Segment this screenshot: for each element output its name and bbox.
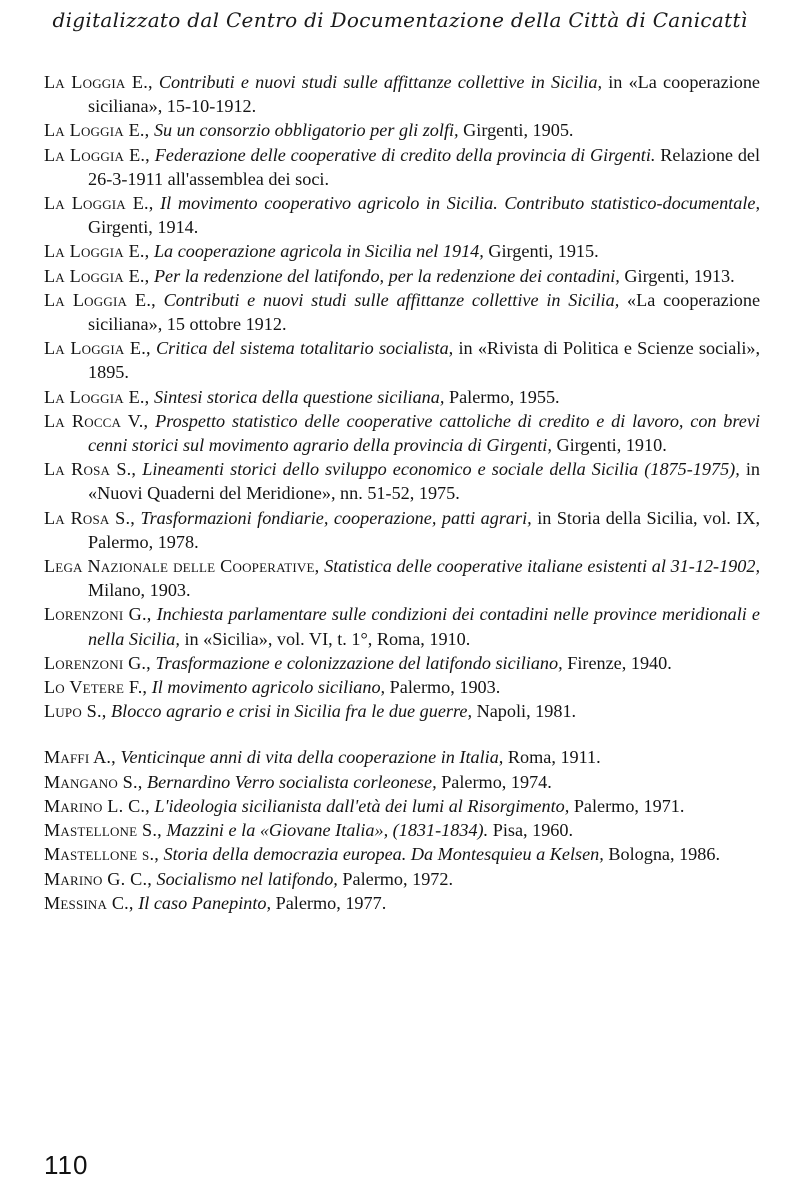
bibliography-entry — [44, 675, 760, 699]
digitization-watermark: digitalizzato dal Centro di Documentazione della Città di Canicattì — [52, 8, 748, 32]
entry-title: Trasformazioni fondiarie, cooperazione, patti agrari, — [140, 507, 532, 528]
entry-title: Critica del sistema totalitario socialista, — [155, 338, 454, 359]
entry-details: Palermo, 1972. — [342, 868, 454, 889]
entry-author: Mangano S., — [44, 771, 143, 792]
bibliography-entry — [44, 506, 760, 554]
bibliography-entry — [44, 239, 760, 263]
bibliography-entry — [44, 770, 760, 794]
entry-author: La Loggia E., — [44, 144, 150, 165]
page-number: 110 — [44, 1150, 89, 1180]
entry-author: Maffi A., — [44, 747, 116, 768]
entry-title: La cooperazione agricola in Sicilia nel 1914, — [153, 241, 484, 262]
entry-author: La Loggia E., — [44, 289, 156, 310]
entry-title: Il movimento cooperativo agricolo in Sicilia. Contributo statistico-documentale, — [160, 193, 760, 214]
bibliography-entry — [44, 794, 760, 818]
entry-author: La Loggia E., — [44, 72, 153, 92]
entry-author: La Loggia E., — [44, 193, 154, 214]
entry-details: «La cooperazione siciliana», 15 ottobre 1912. — [88, 289, 761, 335]
entry-title: Contributi e nuovi studi sulle affittanze collettive in Sicilia, — [158, 72, 603, 92]
entry-author: La Loggia E., — [44, 338, 151, 359]
bibliography-entry — [44, 818, 760, 842]
bibliography-entry — [44, 554, 760, 602]
entry-title: Il caso Panepinto, — [138, 892, 272, 913]
entry-author: Mastellone S., — [44, 820, 162, 841]
entry-details: Girgenti, 1914. — [88, 217, 199, 238]
entry-author: Mastellone s., — [44, 844, 159, 865]
entry-details: in «Rivista di Politica e Scienze sociali», 1895. — [88, 338, 761, 383]
entry-author: La Loggia E., — [44, 386, 150, 407]
entry-details: in Storia della Sicilia, vol. IX, Palermo, 1978. — [88, 507, 761, 552]
entry-details: Pisa, 1960. — [492, 820, 574, 841]
entry-title: Storia della democrazia europea. Da Montesquieu a Kelsen, — [163, 844, 604, 865]
entry-details: Milano, 1903. — [88, 580, 191, 601]
bibliography-entry — [44, 385, 760, 409]
entry-title: Mazzini e la «Giovane Italia», (1831-1834). — [166, 820, 489, 841]
bibliography-entry — [44, 651, 760, 675]
entry-title: Il movimento agricolo siciliano, — [151, 677, 386, 698]
bibliography-entry — [44, 457, 760, 505]
bibliography-entry — [44, 70, 760, 118]
entry-details: in «La cooperazione siciliana», 15-10-1912. — [88, 72, 760, 117]
bibliography-list — [44, 70, 760, 915]
entry-title: Federazione delle cooperative di credito della provincia di Girgenti. — [154, 144, 656, 165]
entry-author: La Loggia E., — [44, 120, 150, 141]
entry-title: Prospetto statistico delle cooperative cattoliche di credito e di lavoro, con brevi cenni storici sul movimento agrario della provincia di Girgenti, — [88, 410, 761, 456]
entry-details: Girgenti, 1910. — [556, 435, 667, 456]
entry-title: Bernardino Verro socialista corleonese, — [147, 771, 437, 792]
entry-author: La Loggia E., — [44, 265, 150, 286]
bibliography-entry — [44, 336, 760, 384]
entry-author: Lorenzoni G., — [44, 604, 152, 625]
bibliography-entry — [44, 118, 760, 142]
entry-author: La Rocca V., — [44, 410, 149, 431]
entry-details: Palermo, 1977. — [275, 892, 387, 913]
entry-title: Per la redenzione del latifondo, per la redenzione dei contadini, — [153, 265, 620, 286]
entry-author: Marino G. C., — [44, 868, 152, 889]
entry-author: La Loggia E., — [44, 241, 150, 262]
entry-title: L'ideologia sicilianista dall'età dei lumi al Risorgimento, — [154, 795, 570, 816]
entry-details: Roma, 1911. — [507, 747, 601, 768]
entry-author: La Rosa S., — [44, 507, 135, 528]
entry-author: Lupo S., — [44, 701, 107, 722]
entry-author: Messina C., — [44, 892, 134, 913]
entry-details: Girgenti, 1913. — [624, 265, 735, 286]
entry-author: Lorenzoni G., — [44, 652, 151, 673]
bibliography-entry — [44, 143, 760, 191]
entry-title: Sintesi storica della questione siciliana, — [153, 386, 445, 407]
bibliography-entry — [44, 745, 760, 769]
entry-details: in «Nuovi Quaderni del Meridione», nn. 51-52, 1975. — [88, 459, 760, 504]
bibliography-entry — [44, 288, 760, 336]
bibliography-entry — [44, 602, 760, 650]
bibliography-entry — [44, 867, 760, 891]
entry-details: Napoli, 1981. — [476, 701, 577, 722]
entry-title: Contributi e nuovi studi sulle affittanze collettive in Sicilia, — [163, 289, 620, 310]
entry-title: Trasformazione e colonizzazione del latifondo siciliano, — [155, 652, 563, 673]
entry-details: in «Sicilia», vol. VI, t. 1°, Roma, 1910. — [184, 628, 471, 649]
entry-title: Statistica delle cooperative italiane esistenti al 31-12-1902, — [324, 556, 761, 577]
bibliography-entry — [44, 842, 760, 866]
entry-details: Palermo, 1955. — [448, 386, 560, 407]
entry-details: Firenze, 1940. — [567, 652, 672, 673]
entry-details: Girgenti, 1915. — [488, 241, 599, 262]
entry-author: Lega Nazionale delle Cooperative, — [44, 556, 320, 577]
entry-details: Palermo, 1974. — [441, 771, 552, 792]
entry-title: Socialismo nel latifondo, — [156, 868, 338, 889]
entry-title: Venticinque anni di vita della cooperazione in Italia, — [120, 747, 504, 768]
bibliography-entry — [44, 409, 760, 457]
entry-title: Blocco agrario e crisi in Sicilia fra le due guerre, — [111, 701, 473, 722]
bibliography-entry — [44, 699, 760, 723]
entry-author: Marino L. C., — [44, 795, 150, 816]
entry-details: Girgenti, 1905. — [463, 120, 574, 141]
entry-title: Lineamenti storici dello sviluppo economico e sociale della Sicilia (1875-1975), — [142, 459, 740, 480]
entry-details: Palermo, 1971. — [573, 795, 685, 816]
entry-title: Su un consorzio obbligatorio per gli zolfi, — [153, 120, 459, 141]
entry-author: Lo Vetere F., — [44, 677, 148, 698]
bibliography-entry — [44, 264, 760, 288]
entry-details: Relazione del 26-3-1911 all'assemblea dei soci. — [88, 144, 761, 189]
bibliography-entry — [44, 191, 760, 239]
entry-details: Palermo, 1903. — [389, 677, 501, 698]
entry-author: La Rosa S., — [44, 459, 137, 480]
entry-details: Bologna, 1986. — [608, 844, 721, 865]
bibliography-entry — [44, 891, 760, 915]
entry-title: Inchiesta parlamentare sulle condizioni dei contadini nelle province meridionali e nella Sicilia, — [88, 604, 761, 649]
